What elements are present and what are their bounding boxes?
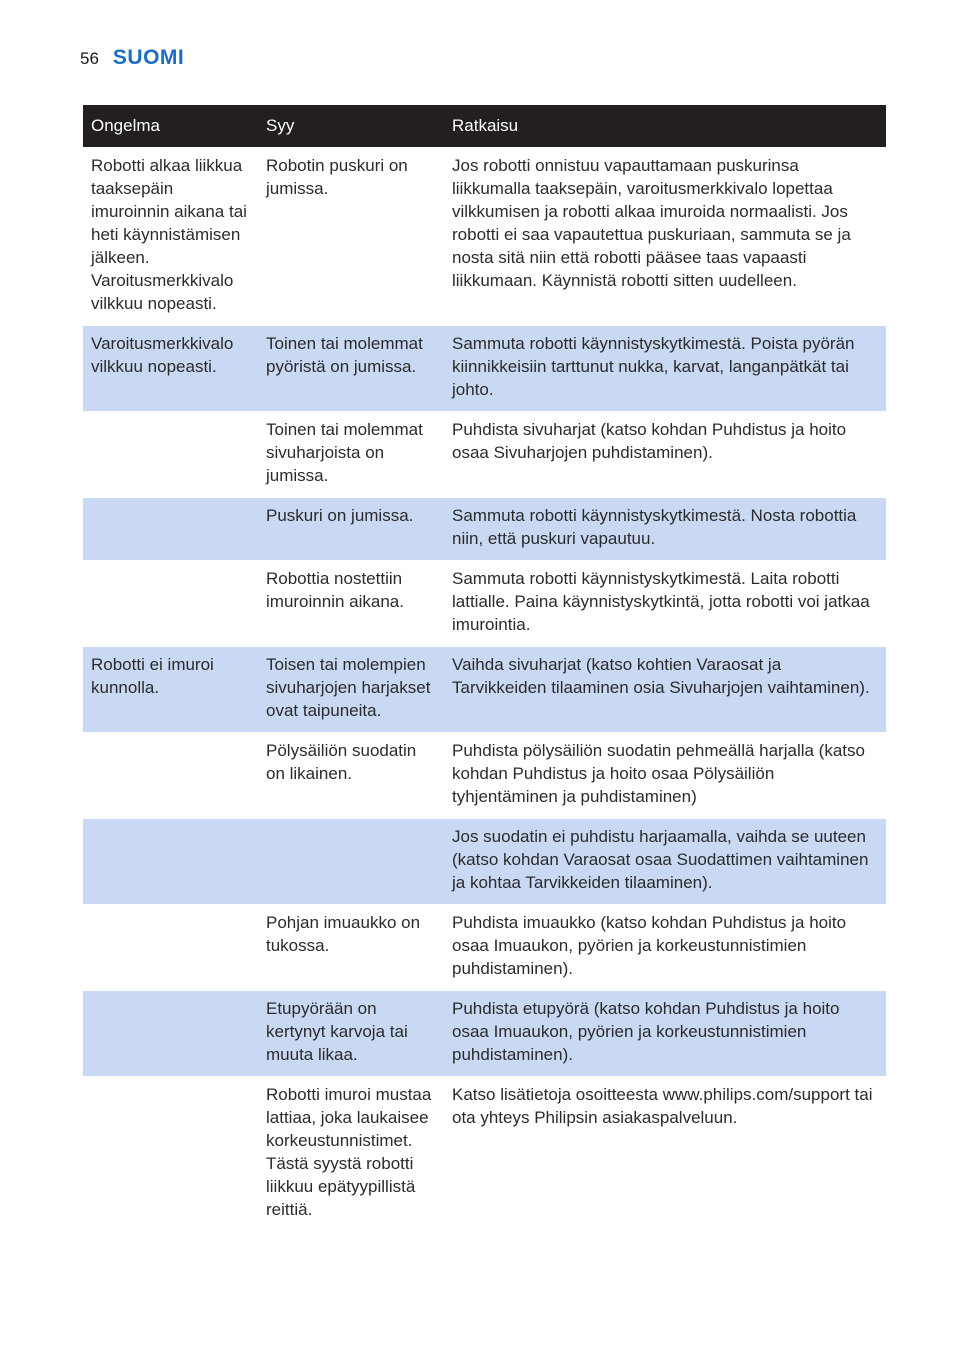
- table-row: [83, 905, 886, 991]
- problem-cell: [83, 1077, 258, 1232]
- solution-cell: Jos suodatin ei puhdistu harjaamalla, vaihda se uuteen (katso kohdan Varaosat osaa Suodattimen vaihtaminen ja kohtaa Tarvikkeiden tilaaminen).: [444, 819, 886, 905]
- solution-cell: Vaihda sivuharjat (katso kohtien Varaosat ja Tarvikkeiden tilaaminen osia Sivuharjojen vaihtaminen).: [444, 647, 886, 733]
- cause-cell: Robottia nostettiin imuroinnin aikana.: [258, 561, 444, 647]
- solution-cell: Puhdista sivuharjat (katso kohdan Puhdistus ja hoito osaa Sivuharjojen puhdistaminen).: [444, 412, 886, 498]
- solution-cell: Puhdista etupyörä (katso kohdan Puhdistus ja hoito osaa Imuaukon, pyörien ja korkeustunnistimien puhdistaminen).: [444, 991, 886, 1077]
- solution-cell: Jos robotti onnistuu vapauttamaan puskurinsa liikkumalla taaksepäin, varoitusmerkkivalo lopettaa vilkkumisen ja robotti alkaa imuroida normaalisti. Jos robotti ei saa vapautettua puskuriaan, sammuta se ja nosta sitä niin että robotti pääsee taas vapaasti liikkumaan. Käynnistä robotti sitten uudelleen.: [444, 148, 886, 326]
- cause-cell: Toinen tai molemmat pyöristä on jumissa.: [258, 326, 444, 412]
- problem-cell: Robotti ei imuroi kunnolla.: [83, 647, 258, 733]
- table-row: [83, 326, 886, 412]
- cause-cell: Etupyörään on kertynyt karvoja tai muuta likaa.: [258, 991, 444, 1077]
- column-header-cause: Syy: [258, 105, 444, 148]
- table-header-row: [83, 105, 886, 148]
- cause-cell: Pölysäiliön suodatin on likainen.: [258, 733, 444, 819]
- table-row: [83, 733, 886, 819]
- solution-cell: Sammuta robotti käynnistyskytkimestä. Poista pyörän kiinnikkeisiin tarttunut nukka, karvat, langanpätkät tai johto.: [444, 326, 886, 412]
- table-row: [83, 498, 886, 561]
- table-row: [83, 819, 886, 905]
- cause-cell: Toinen tai molemmat sivuharjoista on jumissa.: [258, 412, 444, 498]
- problem-cell: [83, 905, 258, 991]
- table-row: [83, 647, 886, 733]
- cause-cell: [258, 819, 444, 905]
- page-number: 56: [80, 49, 99, 68]
- troubleshooting-table: [83, 105, 886, 1231]
- table-row: [83, 561, 886, 647]
- solution-cell: Puhdista pölysäiliön suodatin pehmeällä harjalla (katso kohdan Puhdistus ja hoito osaa Pölysäiliön tyhjentäminen ja puhdistaminen): [444, 733, 886, 819]
- problem-cell: Robotti alkaa liikkua taaksepäin imuroinnin aikana tai heti käynnistämisen jälkeen. Varoitusmerkkivalo vilkkuu nopeasti.: [83, 148, 258, 326]
- table-row: [83, 148, 886, 326]
- cause-cell: Toisen tai molempien sivuharjojen harjakset ovat taipuneita.: [258, 647, 444, 733]
- cause-cell: Robotti imuroi mustaa lattiaa, joka laukaisee korkeustunnistimet. Tästä syystä robotti liikkuu epätyypillistä reittiä.: [258, 1077, 444, 1232]
- solution-cell: Katso lisätietoja osoitteesta www.philips.com/support tai ota yhteys Philipsin asiakaspalveluun.: [444, 1077, 886, 1232]
- problem-cell: [83, 498, 258, 561]
- solution-cell: Sammuta robotti käynnistyskytkimestä. Nosta robottia niin, että puskuri vapautuu.: [444, 498, 886, 561]
- cause-cell: Pohjan imuaukko on tukossa.: [258, 905, 444, 991]
- table-row: [83, 1077, 886, 1232]
- column-header-problem: Ongelma: [83, 105, 258, 148]
- cause-cell: Robotin puskuri on jumissa.: [258, 148, 444, 326]
- solution-cell: Puhdista imuaukko (katso kohdan Puhdistus ja hoito osaa Imuaukon, pyörien ja korkeustunnistimien puhdistaminen).: [444, 905, 886, 991]
- column-header-solution: Ratkaisu: [444, 105, 886, 148]
- problem-cell: [83, 412, 258, 498]
- page-header: [80, 46, 184, 76]
- cause-cell: Puskuri on jumissa.: [258, 498, 444, 561]
- problem-cell: [83, 733, 258, 819]
- problem-cell: Varoitusmerkkivalo vilkkuu nopeasti.: [83, 326, 258, 412]
- problem-cell: [83, 991, 258, 1077]
- problem-cell: [83, 819, 258, 905]
- section-title: SUOMI: [112, 46, 185, 69]
- problem-cell: [83, 561, 258, 647]
- solution-cell: Sammuta robotti käynnistyskytkimestä. Laita robotti lattialle. Paina käynnistyskytkintä, jotta robotti voi jatkaa imurointia.: [444, 561, 886, 647]
- table-row: [83, 991, 886, 1077]
- table-row: [83, 412, 886, 498]
